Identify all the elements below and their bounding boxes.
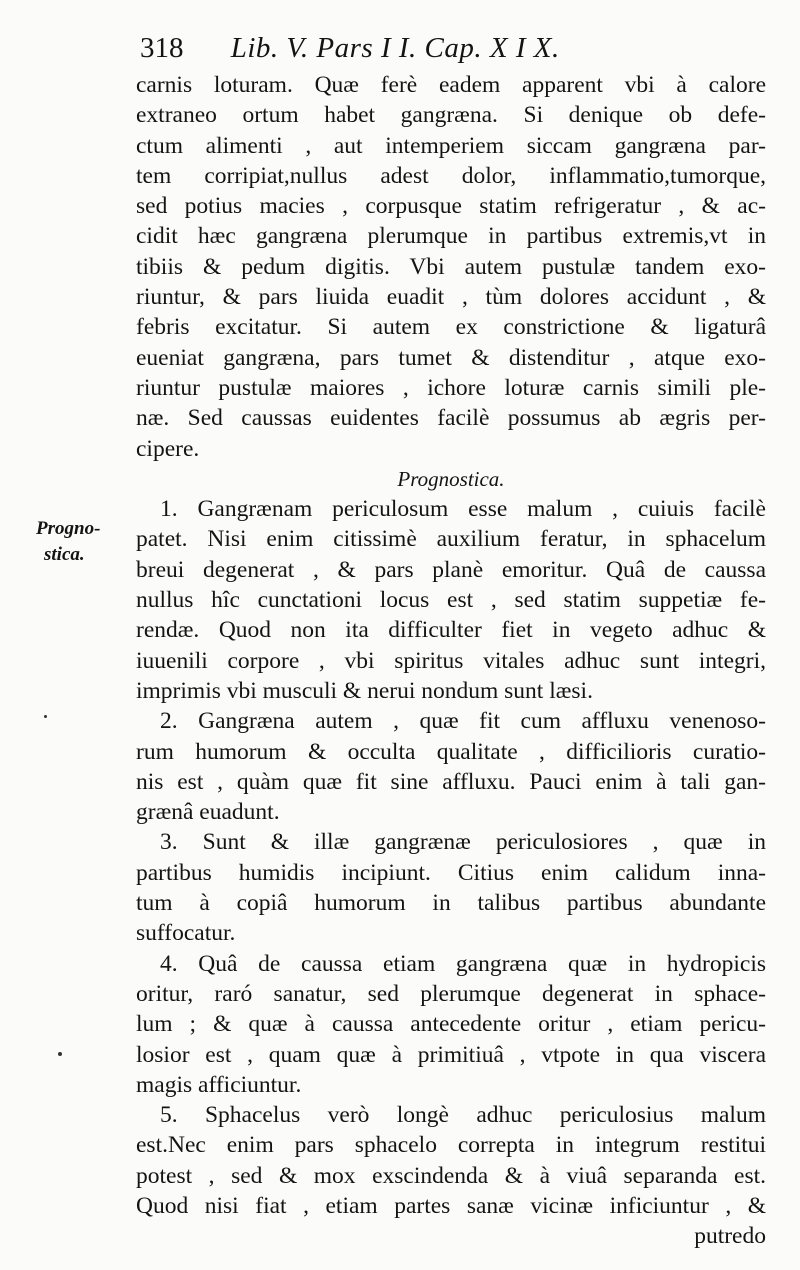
text-line: tem corripiat,nullus adest dolor, inflammatio,tumorque, [136, 162, 766, 189]
text-line: eueniat gangræna, pars tumet & distenditur , atque exo- [136, 344, 766, 371]
stray-ink-mark [44, 715, 47, 718]
page-header [140, 28, 760, 68]
text-line: rum humorum & occulta qualitate , difficilioris curatio- [136, 738, 766, 765]
text-line: 1. Gangrænam periculosum esse malum , cuiuis facilè [160, 496, 766, 523]
text-line: losior est , quam quæ à primitiuâ , vtpote in qua viscera [136, 1041, 766, 1068]
text-line: rendæ. Quod non ita difficulter fiet in vegeto adhuc & [136, 617, 766, 644]
text-line: cipere. [136, 435, 200, 462]
running-head: Lib. V. Pars I I. Cap. X I X. [230, 32, 560, 64]
text-line: est.Nec enim pars sphacelo correpta in integrum restitui [136, 1132, 766, 1159]
margin-note [36, 516, 126, 568]
text-line: magis afficiuntur. [136, 1071, 302, 1098]
text-line: putredo [694, 1223, 766, 1250]
text-line: nis est , quàm quæ fit sine affluxu. Pauci enim à tali gan- [136, 768, 766, 795]
stray-ink-mark [58, 1052, 62, 1056]
text-line: cidit hæc gangræna plerumque in partibus extremis,vt in [136, 223, 766, 250]
text-line: breui degenerat , & pars planè emoritur. Quâ de caussa [136, 556, 766, 583]
text-line: partibus humidis incipiunt. Citius enim calidum inna- [136, 859, 766, 886]
body-text [136, 70, 766, 1252]
text-line: imprimis vbi musculi & nerui nondum sunt læsi. [136, 677, 593, 704]
text-line: febris excitatur. Si autem ex constrictione & ligaturâ [136, 314, 766, 341]
text-line: extraneo ortum habet gangræna. Si denique ob defe- [136, 102, 766, 129]
text-line: ctum alimenti , aut intemperiem siccam gangræna par- [136, 132, 766, 159]
text-line: lum ; & quæ à caussa antecedente oritur , etiam pericu- [136, 1011, 766, 1038]
text-line: sed potius macies , corpusque statim refrigeratur , & ac- [136, 193, 766, 220]
text-line: 3. Sunt & illæ gangrænæ periculosiores , quæ in [160, 829, 766, 856]
text-line: tum à copiâ humorum in talibus partibus abundante [136, 890, 766, 917]
section-heading: Prognostica. [397, 466, 505, 491]
text-line: riuntur pustulæ maiores , ichore loturæ carnis simili ple- [136, 374, 766, 401]
text-line: oritur, raró sanatur, sed plerumque degenerat in sphace- [136, 980, 766, 1007]
margin-note-line: Progno- [36, 518, 101, 539]
text-line: 4. Quâ de caussa etiam gangræna quæ in hydropicis [160, 950, 766, 977]
text-line: 5. Sphacelus verò longè adhuc periculosius malum [160, 1102, 766, 1129]
text-line: grænâ euadunt. [136, 799, 280, 826]
text-line: 2. Gangræna autem , quæ fit cum affluxu venenoso- [160, 708, 766, 735]
text-line: Quod nisi fiat , etiam partes sanæ vicinæ inficiuntur , & [136, 1192, 766, 1219]
text-line: suffocatur. [136, 920, 236, 947]
text-line: potest , sed & mox exscindenda & à viuâ separanda est. [136, 1162, 766, 1189]
text-line: riuntur, & pars liuida euadit , tùm dolores accidunt , & [136, 284, 766, 311]
text-line: tibiis & pedum digitis. Vbi autem pustulæ tandem exo- [136, 253, 766, 280]
margin-note-line: stica. [44, 544, 85, 565]
text-line: næ. Sed caussas euidentes facilè possumus ab ægris per- [136, 405, 766, 432]
text-line: patet. Nisi enim citissimè auxilium feratur, in sphacelum [136, 526, 766, 553]
text-line: carnis loturam. Quæ ferè eadem apparent vbi à calore [136, 72, 766, 98]
text-line: nullus hîc cunctationi locus est , sed statim suppetiæ fe- [136, 587, 766, 614]
text-line: iuuenili corpore , vbi spiritus vitales adhuc sunt integri, [136, 647, 766, 674]
page-number: 318 [140, 32, 184, 64]
